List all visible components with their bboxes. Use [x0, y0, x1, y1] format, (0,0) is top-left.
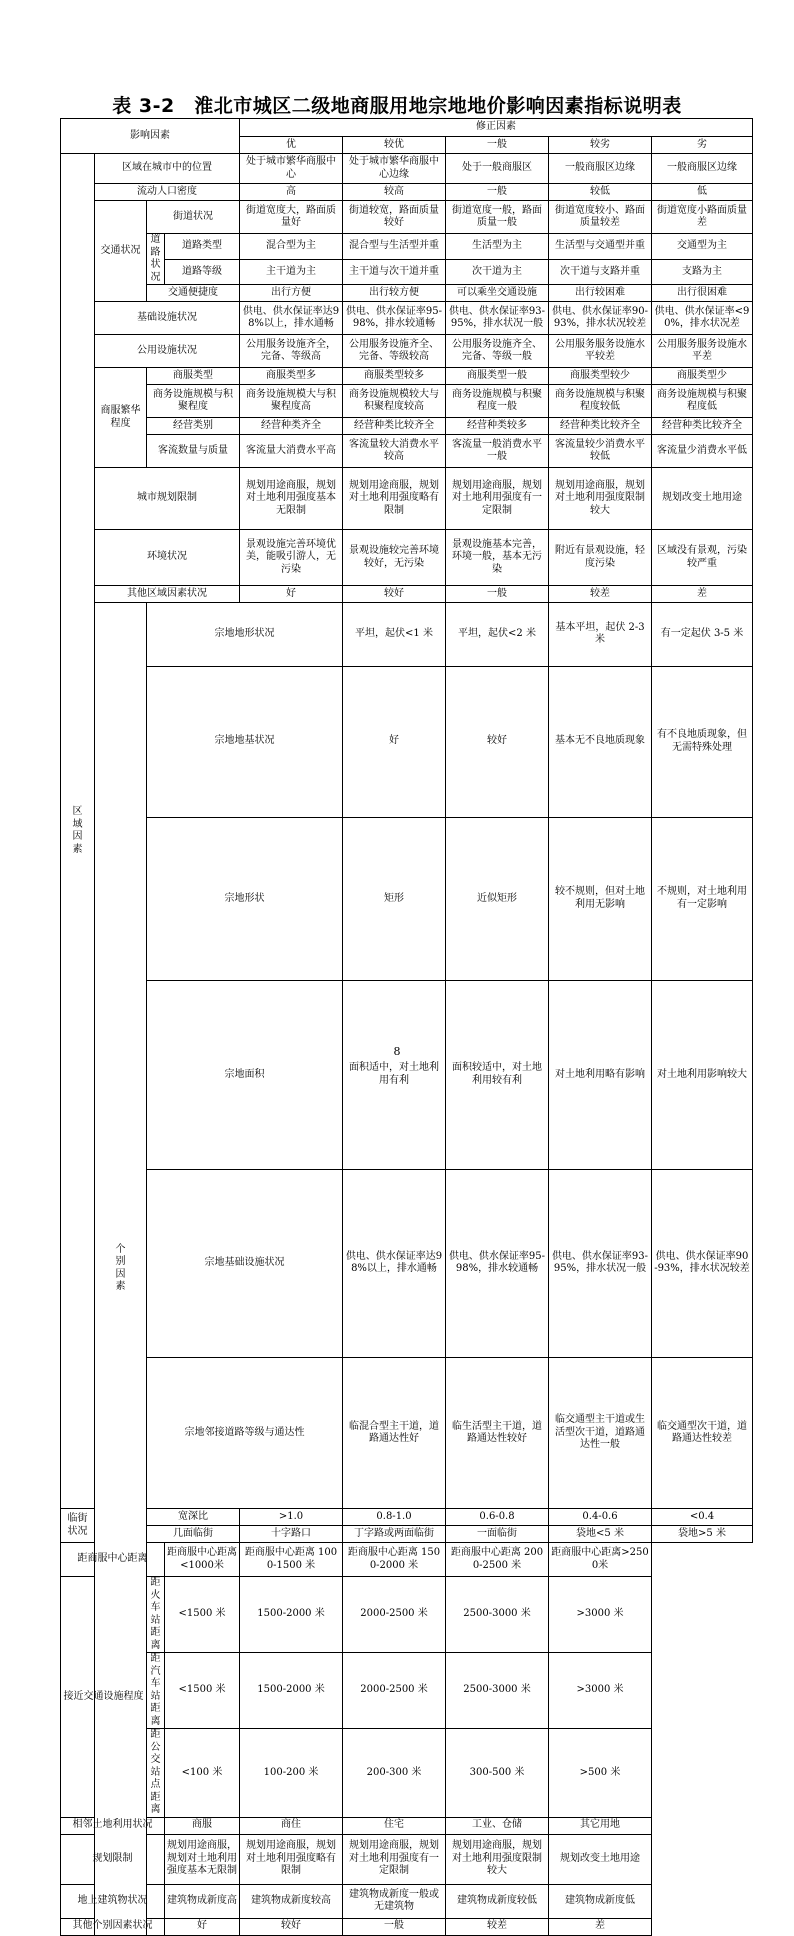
row-label: 交通便捷度	[147, 285, 240, 302]
table-cell: 附近有景观设施，轻度污染	[549, 530, 652, 586]
table-cell: 客流量较少消费水平较低	[549, 435, 652, 468]
table-cell: 住宅	[343, 1817, 446, 1834]
row-label: 客流数量与质量	[147, 435, 240, 468]
table-cell: 袋地<5 米	[549, 1526, 652, 1543]
table-cell: 出行较困难	[549, 285, 652, 302]
row-label: 经营类别	[147, 418, 240, 435]
table-cell: 经营种类比较齐全	[343, 418, 446, 435]
level-1: 优	[240, 137, 343, 154]
table-cell: >1.0	[240, 1509, 343, 1526]
table-cell: 2500-3000 米	[446, 1577, 549, 1653]
table-cell: 公用服务设施齐全、完备、等级较高	[343, 335, 446, 368]
table-cell: 主干道为主	[240, 259, 343, 285]
table-cell: 生活型为主	[446, 234, 549, 260]
table-cell: 供电、供水保证率93-95%，排水状况一般	[446, 302, 549, 335]
table-cell: 街道宽度小路面质量差	[652, 201, 753, 234]
table-cell: 出行较方便	[343, 285, 446, 302]
table-cell: 临混合型主干道，道路通达性好	[343, 1358, 446, 1509]
table-cell: 支路为主	[652, 259, 753, 285]
table-cell: 规划用途商服，规划对土地利用强度限制较大	[446, 1834, 549, 1884]
table-cell: 客流量较大消费水平较高	[343, 435, 446, 468]
row-bus-station	[61, 1653, 753, 1729]
group-traffic: 交通状况	[95, 201, 147, 302]
row-label: 宗地面积	[147, 981, 343, 1170]
table-cell: 区域没有景观，污染较严重	[652, 530, 753, 586]
row-street	[61, 201, 753, 234]
row-flow	[61, 184, 753, 201]
table-cell: 规划用途商服，规划对土地利用强度基本无限制	[165, 1834, 240, 1884]
table-cell: 供电、供水保证率90-93%，排水状况较差	[652, 1169, 753, 1358]
table-cell: 处于城市繁华商服中心	[240, 154, 343, 184]
row-label: 宽深比	[147, 1509, 240, 1526]
row-label: 距火车站距离	[147, 1577, 165, 1653]
table-cell: 处于一般商服区	[446, 154, 549, 184]
table-cell: 商务设施规模与积聚程度较低	[549, 385, 652, 418]
group-transport: 接近交通设施程度	[61, 1577, 147, 1818]
row-customer	[61, 435, 753, 468]
table-cell: 高	[240, 184, 343, 201]
table-cell: 供电、供水保证率<90%，排水状况差	[652, 302, 753, 335]
table-cell: 处于城市繁华商服中心边缘	[343, 154, 446, 184]
row-label: 相邻土地利用状况	[61, 1817, 165, 1834]
table-cell: >3000 米	[549, 1577, 652, 1653]
row-neighbor-use	[61, 1817, 753, 1834]
row-label: 宗地地形状况	[147, 603, 343, 667]
table-cell: 工业、仓储	[446, 1817, 549, 1834]
table-cell: 有不良地质现象，但无需特殊处理	[652, 666, 753, 817]
table-cell: 较好	[446, 666, 549, 817]
table-cell: 供电、供水保证率95-98%，排水较通畅	[343, 302, 446, 335]
table-cell: 景观设施较完善环境较好，无污染	[343, 530, 446, 586]
table-cell: 2500-3000 米	[446, 1653, 549, 1729]
row-label: 地上建筑物状况	[61, 1884, 165, 1918]
row-environment	[61, 530, 753, 586]
table-cell: 供电、供水保证率93-95%，排水状况一般	[549, 1169, 652, 1358]
row-label: 几面临街	[147, 1526, 240, 1543]
table-cell: 较不规则，但对土地利用无影响	[549, 817, 652, 981]
table-cell: 商服类型多	[240, 368, 343, 385]
table-cell: 有一定起伏 3-5 米	[652, 603, 753, 667]
row-label: 道路等级	[165, 259, 240, 285]
table-cell: 混合型与生活型并重	[343, 234, 446, 260]
table-cell: 供电、供水保证率95-98%，排水较通畅	[446, 1169, 549, 1358]
row-bus-stop	[61, 1729, 753, 1818]
row-location	[61, 154, 753, 184]
row-label: 公用设施状况	[95, 335, 240, 368]
section-individual: 个 别 因 素	[95, 603, 147, 1936]
section-regional: 区 域 因 素	[61, 154, 95, 1509]
row-label: 规划限制	[61, 1834, 165, 1884]
row-foundation	[61, 666, 753, 817]
row-road-level	[61, 259, 753, 285]
table-cell: 一般	[446, 184, 549, 201]
table-cell: 较高	[343, 184, 446, 201]
table-cell: 规划用途商服，规划对土地利用强度有一定限制	[343, 1834, 446, 1884]
table-cell: 出行很困难	[652, 285, 753, 302]
table-cell: 一般	[343, 1918, 446, 1935]
row-label: 宗地邻接道路等级与通达性	[147, 1358, 343, 1509]
table-cell: 2000-2500 米	[343, 1653, 446, 1729]
row-label: 商务设施规模与积聚程度	[147, 385, 240, 418]
row-train	[61, 1577, 753, 1653]
table-cell: 基本平坦，起伏 2-3 米	[549, 603, 652, 667]
row-label: 商服类型	[147, 368, 240, 385]
table-cell: 一般	[446, 586, 549, 603]
row-area	[61, 981, 753, 1170]
table-cell: 一面临街	[446, 1526, 549, 1543]
table-cell: 建筑物成新度低	[549, 1884, 652, 1918]
table-cell: 较差	[446, 1918, 549, 1935]
table-cell: 规划用途商服，规划对土地利用强度有一定限制	[446, 468, 549, 530]
table-cell: 基本无不良地质现象	[549, 666, 652, 817]
row-convenience	[61, 285, 753, 302]
table-cell: 规划用途商服，规划对土地利用强度略有限制	[343, 468, 446, 530]
row-planning	[61, 468, 753, 530]
row-label: 道路类型	[165, 234, 240, 260]
table-cell: 低	[652, 184, 753, 201]
table-cell: 供电、供水保证率达98%以上，排水通畅	[240, 302, 343, 335]
table-cell: 200-300 米	[343, 1729, 446, 1818]
table-cell: <1500 米	[165, 1577, 240, 1653]
table-cell: 建筑物成新度较低	[446, 1884, 549, 1918]
table-cell: 1500-2000 米	[240, 1653, 343, 1729]
row-corner	[61, 1526, 753, 1543]
table-cell: 景观设施基本完善，环境一般，基本无污染	[446, 530, 549, 586]
row-label: 其他个别因素状况	[61, 1918, 165, 1935]
table-cell: 商服类型一般	[446, 368, 549, 385]
table-cell: 规划用途商服，规划对土地利用强度基本无限制	[240, 468, 343, 530]
table-cell: 混合型为主	[240, 234, 343, 260]
table-cell: 对土地利用影响较大	[652, 981, 753, 1170]
row-infra	[61, 302, 753, 335]
table-cell: 供电、供水保证率90-93%，排水状况较差	[549, 302, 652, 335]
table-cell: 商务设施规模与积聚程度低	[652, 385, 753, 418]
table-cell: 公用服务服务设施水平差	[652, 335, 753, 368]
table-cell: 商务设施规模大与积聚程度高	[240, 385, 343, 418]
table-cell: 商务设施规模与积聚程度一般	[446, 385, 549, 418]
row-label: 流动人口密度	[95, 184, 240, 201]
table-cell: 经营种类齐全	[240, 418, 343, 435]
group-road: 道路状况	[147, 234, 165, 285]
row-biz-type	[61, 368, 753, 385]
row-label: 基础设施状况	[95, 302, 240, 335]
table-cell: 客流量一般消费水平一般	[446, 435, 549, 468]
table-cell: 规划用途商服，规划对土地利用强度略有限制	[240, 1834, 343, 1884]
table-cell: >3000 米	[549, 1653, 652, 1729]
row-label: 其他区域因素状况	[95, 586, 240, 603]
group-frontage: 临街状况	[61, 1509, 95, 1543]
table-cell: 街道较宽，路面质量较好	[343, 201, 446, 234]
table-cell: 规划改变土地用途	[652, 468, 753, 530]
table-cell: <1500 米	[165, 1653, 240, 1729]
row-adjacent-road	[61, 1358, 753, 1509]
group-commerce: 商服繁华程度	[95, 368, 147, 468]
table-cell: 距商服中心距离 1500-2000 米	[343, 1543, 446, 1577]
row-label: 距汽车站距离	[147, 1653, 165, 1729]
row-road-class	[61, 234, 753, 260]
level-5: 劣	[652, 137, 753, 154]
table-cell: 袋地>5 米	[652, 1526, 753, 1543]
row-other-individual	[61, 1918, 753, 1935]
table-cell: 距商服中心距离 1000-1500 米	[240, 1543, 343, 1577]
table-cell: 其它用地	[549, 1817, 652, 1834]
table-cell: 面积较适中，对土地利用较有利	[446, 981, 549, 1170]
table-cell: 平坦，起伏<1 米	[343, 603, 446, 667]
table-cell: 客流量大消费水平高	[240, 435, 343, 468]
table-cell: >500 米	[549, 1729, 652, 1818]
table-cell: 矩形	[343, 817, 446, 981]
table-cell: 0.4-0.6	[549, 1509, 652, 1526]
table-cell: 好	[240, 586, 343, 603]
row-public	[61, 335, 753, 368]
row-building	[61, 1884, 753, 1918]
table-cell: 好	[165, 1918, 240, 1935]
page-number: 8	[393, 1045, 401, 1058]
table-cell: 丁字路或两面临街	[343, 1526, 446, 1543]
table-cell: 差	[549, 1918, 652, 1935]
row-label: 宗地形状	[147, 817, 343, 981]
row-depth	[61, 1509, 753, 1526]
row-label: 距商服中心距离	[61, 1543, 165, 1577]
table-cell: 主干道与次干道并重	[343, 259, 446, 285]
level-3: 一般	[446, 137, 549, 154]
table-cell: 差	[652, 586, 753, 603]
table-cell: 街道宽度一般，路面质量一般	[446, 201, 549, 234]
table-cell: 公用服务设施齐全、完备、等级一般	[446, 335, 549, 368]
table-cell: 较差	[549, 586, 652, 603]
row-biz-cat	[61, 418, 753, 435]
table-cell: 经营种类比较齐全	[652, 418, 753, 435]
table-cell: 街道宽度大，路面质量好	[240, 201, 343, 234]
row-label: 宗地基础设施状况	[147, 1169, 343, 1358]
table-cell: 景观设施完善环境优美，能吸引游人，无污染	[240, 530, 343, 586]
table-cell: 距商服中心距离>2500米	[549, 1543, 652, 1577]
table-cell: 距商服中心距离 2000-2500 米	[446, 1543, 549, 1577]
level-4: 较劣	[549, 137, 652, 154]
table-cell: 公用服务设施齐全，完备、等级高	[240, 335, 343, 368]
table-cell: <0.4	[652, 1509, 753, 1526]
row-terrain	[61, 603, 753, 667]
table-cell: 商务设施规模较大与积聚程度较高	[343, 385, 446, 418]
table-cell: 十字路口	[240, 1526, 343, 1543]
row-label: 区域在城市中的位置	[95, 154, 240, 184]
table-cell: 300-500 米	[446, 1729, 549, 1818]
table-cell: 较低	[549, 184, 652, 201]
table-cell: 不规则，对土地利用有一定影响	[652, 817, 753, 981]
table-cell: 交通型为主	[652, 234, 753, 260]
table-cell: 一般商服区边缘	[652, 154, 753, 184]
table-cell: 临生活型主干道，道路通达性较好	[446, 1358, 549, 1509]
header-modifier: 修正因素	[240, 119, 753, 137]
table-cell: 规划用途商服，规划对土地利用强度限制较大	[549, 468, 652, 530]
table-cell: 0.6-0.8	[446, 1509, 549, 1526]
row-other-regional	[61, 586, 753, 603]
table-cell: 出行方便	[240, 285, 343, 302]
table-cell: 客流量少消费水平低	[652, 435, 753, 468]
table-cell: 供电、供水保证率达98%以上，排水通畅	[343, 1169, 446, 1358]
table-cell: 生活型与交通型并重	[549, 234, 652, 260]
table-cell: 规划改变土地用途	[549, 1834, 652, 1884]
table-cell: 1500-2000 米	[240, 1577, 343, 1653]
table-cell: 一般商服区边缘	[549, 154, 652, 184]
table-cell: 较好	[343, 586, 446, 603]
table-cell: 经营种类比较齐全	[549, 418, 652, 435]
table-cell: 对土地利用略有影响	[549, 981, 652, 1170]
table-cell: 临交通型主干道或生活型次干道，道路通达性一般	[549, 1358, 652, 1509]
row-label: 宗地地基状况	[147, 666, 343, 817]
row-label: 街道状况	[147, 201, 240, 234]
table-cell: 建筑物成新度较高	[240, 1884, 343, 1918]
document-title: 表 3-2 淮北市城区二级地商服用地宗地地价影响因素指标说明表	[112, 95, 682, 117]
row-parcel-infra	[61, 1169, 753, 1358]
table-cell: 0.8-1.0	[343, 1509, 446, 1526]
table-cell: 临交通型次干道，道路通达性较差	[652, 1358, 753, 1509]
table-cell: 建筑物成新度高	[165, 1884, 240, 1918]
table-cell: 商服类型少	[652, 368, 753, 385]
table-cell: <100 米	[165, 1729, 240, 1818]
table-cell: 商服类型较多	[343, 368, 446, 385]
table-cell: 好	[343, 666, 446, 817]
table-cell: 街道宽度较小、路面质量较差	[549, 201, 652, 234]
row-label: 距公交站点距离	[147, 1729, 165, 1818]
row-biz-scale	[61, 385, 753, 418]
table-cell: 100-200 米	[240, 1729, 343, 1818]
table-cell: 可以乘坐交通设施	[446, 285, 549, 302]
table-cell: 2000-2500 米	[343, 1577, 446, 1653]
factor-table	[60, 118, 753, 1936]
table-cell: 次干道与支路并重	[549, 259, 652, 285]
table-cell: 商住	[240, 1817, 343, 1834]
row-center-dist	[61, 1543, 753, 1577]
table-cell: 距商服中心距离<1000米	[165, 1543, 240, 1577]
row-label: 城市规划限制	[95, 468, 240, 530]
row-plan-limit	[61, 1834, 753, 1884]
table-cell: 近似矩形	[446, 817, 549, 981]
row-shape	[61, 817, 753, 981]
table-cell: 商服	[165, 1817, 240, 1834]
table-cell: 商服类型较少	[549, 368, 652, 385]
table-cell: 次干道为主	[446, 259, 549, 285]
header-factor: 影响因素	[61, 119, 240, 154]
table-cell: 公用服务服务设施水平较差	[549, 335, 652, 368]
table-cell: 建筑物成新度一般或无建筑物	[343, 1884, 446, 1918]
table-cell: 面积适中，对土地利用有利	[343, 981, 446, 1170]
table-cell: 较好	[240, 1918, 343, 1935]
table-cell: 经营种类较多	[446, 418, 549, 435]
row-label: 环境状况	[95, 530, 240, 586]
table-cell: 平坦，起伏<2 米	[446, 603, 549, 667]
header-row-1	[61, 119, 753, 137]
level-2: 较优	[343, 137, 446, 154]
